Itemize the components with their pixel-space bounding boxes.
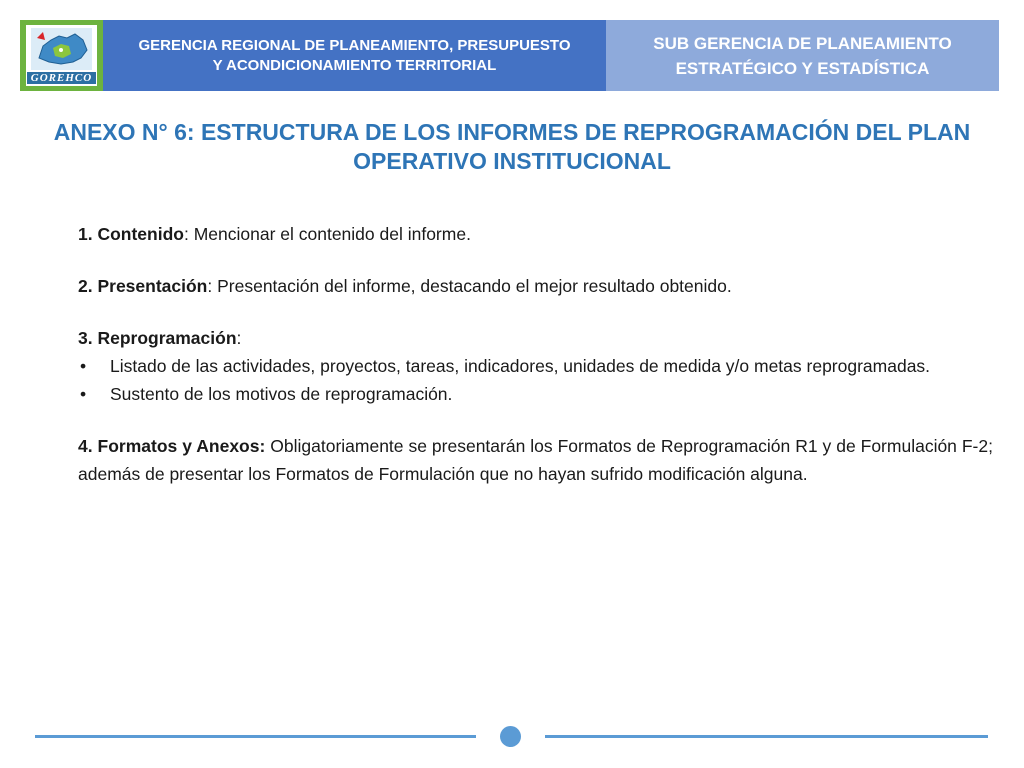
bullet-icon: • — [80, 356, 87, 376]
header-band — [20, 20, 999, 91]
section-text: : — [236, 328, 242, 348]
section-heading: 1. Contenido — [78, 224, 184, 244]
list-item-text: Sustento de los motivos de reprogramación. — [110, 384, 453, 404]
footer-line-left — [35, 735, 476, 738]
section-contenido — [78, 220, 993, 248]
document-body — [78, 220, 993, 488]
region-map-icon — [31, 28, 92, 70]
section-text: : Presentación del informe, destacando el mejor resultado obtenido. — [207, 276, 732, 296]
list-item-text: Listado de las actividades, proyectos, tareas, indicadores, unidades de medida y/o metas reprogramadas. — [110, 356, 931, 376]
footer-dot — [500, 726, 521, 747]
page-title: ANEXO N° 6: ESTRUCTURA DE LOS INFORMES DE REPROGRAMACIÓN DEL PLAN OPERATIVO INSTITUCIONAL — [53, 119, 971, 174]
footer-line-right — [545, 735, 988, 738]
header-right-title — [606, 20, 999, 91]
section-text: Obligatoriamente se presentarán los Formatos de Reprogramación R1 y de Formulación F-2; además de presentar los Formatos de Formulación que no hayan sufrido modificación alguna. — [78, 436, 993, 484]
reprogramacion-list — [78, 352, 993, 408]
header-left-text: GERENCIA REGIONAL DE PLANEAMIENTO, PRESUPUESTO Y ACONDICIONAMIENTO TERRITORIAL — [138, 36, 571, 74]
gorehco-logo — [20, 20, 103, 91]
logo-text: GOREHCO — [27, 72, 96, 84]
logo-frame — [26, 25, 97, 86]
section-heading: 4. Formatos y Anexos: — [78, 436, 266, 456]
list-item — [78, 352, 993, 380]
list-item — [78, 380, 993, 408]
section-text: : Mencionar el contenido del informe. — [183, 224, 471, 244]
header-right-text: SUB GERENCIA DE PLANEAMIENTO ESTRATÉGICO Y ESTADÍSTICA — [653, 33, 952, 78]
section-reprogramacion — [78, 324, 993, 352]
section-heading: 2. Presentación — [78, 276, 208, 296]
section-presentacion — [78, 272, 993, 300]
bullet-icon: • — [80, 384, 87, 404]
section-heading: 3. Reprogramación — [78, 328, 237, 348]
header-left-title — [103, 20, 606, 91]
section-formatos-anexos — [78, 432, 993, 488]
